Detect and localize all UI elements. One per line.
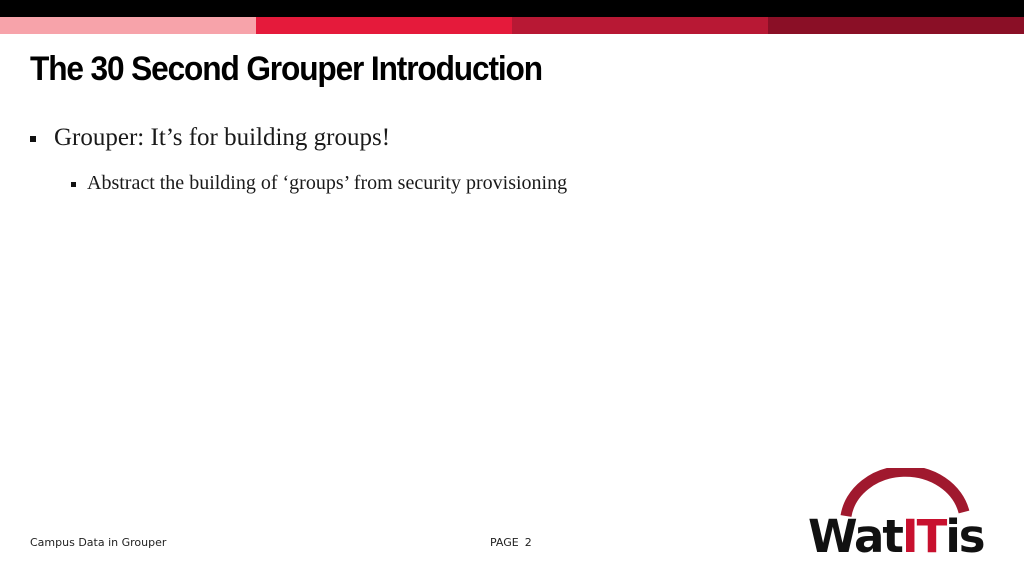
slide-title: The 30 Second Grouper Introduction (30, 50, 542, 88)
footer-presentation-title: Campus Data in Grouper (30, 536, 167, 549)
top-black-bar (0, 0, 1024, 17)
color-band-1 (0, 17, 256, 34)
logo-text-is: is (945, 510, 984, 560)
bullet-text: Abstract the building of ‘groups’ from security provisioning (87, 172, 568, 194)
page-number: 2 (524, 536, 532, 549)
bullet-level-1 (30, 124, 390, 152)
watitis-logo (804, 468, 1000, 560)
bullet-text: Grouper: It’s for building groups! (54, 124, 391, 151)
square-bullet-icon (30, 136, 36, 142)
color-band-strip (0, 17, 1024, 34)
square-bullet-icon (71, 182, 76, 187)
color-band-3 (512, 17, 768, 34)
bullet-level-2 (71, 172, 567, 195)
logo-text-wat: Wat (808, 510, 902, 560)
logo-wordmark (808, 510, 984, 560)
footer-page-number (490, 536, 538, 549)
logo-text-it: IT (901, 510, 946, 560)
color-band-2 (256, 17, 512, 34)
color-band-4 (768, 17, 1024, 34)
page-label: PAGE (490, 536, 519, 549)
